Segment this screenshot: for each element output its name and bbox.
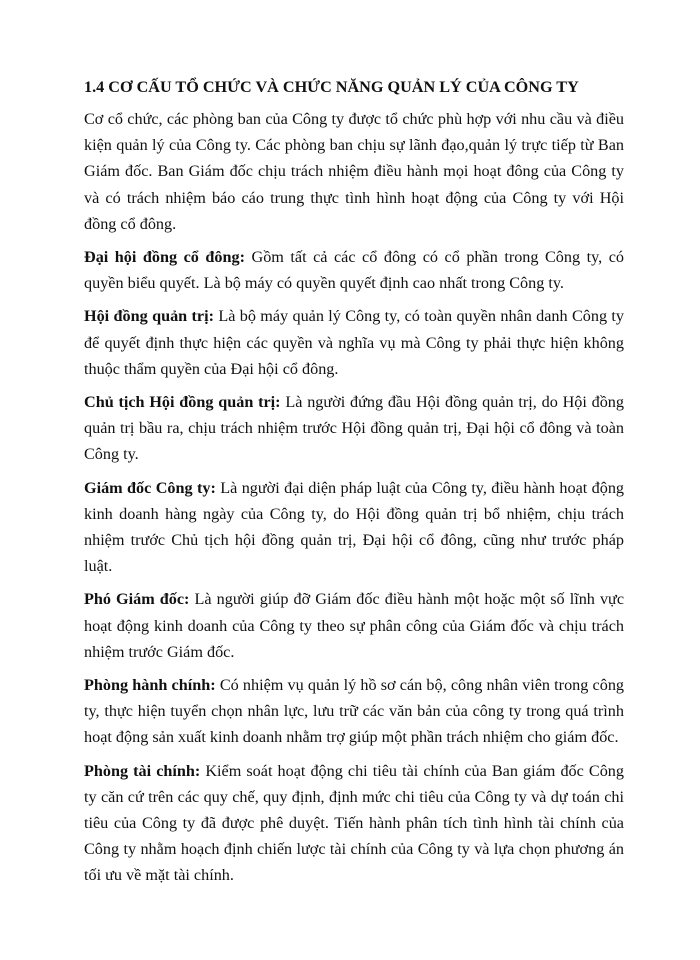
entry-board-of-directors [84,303,624,382]
entry-term: Hội đồng quản trị: [84,307,214,326]
entry-board-chairman [84,389,624,468]
entry-director [84,475,624,580]
entry-general-meeting [84,244,624,296]
entry-term: Phó Giám đốc: [84,590,190,609]
entry-deputy-director [84,586,624,665]
entry-text: Là người đại diện pháp luật của Công ty, điều hành hoạt động kinh doanh hàng ngày của Công ty, do Hội đồng quản trị bổ nhiệm, chịu trách nhiệm trước Chủ tịch hội đồng quản trị, Đại hội cổ đông, cũng như trước pháp luật. [84,478,625,576]
entry-text: Gồm tất cả các cổ đông có cổ phần trong Công ty, có quyền biểu quyết. Là bộ máy có quyền quyết định cao nhất trong Công ty. [84,248,624,293]
entry-text: Là người giúp đỡ Giám đốc điều hành một hoặc một số lĩnh vực hoạt động kinh doanh của Công ty theo sự phân công của Giám đốc và chịu trách nhiệm trước Giám đốc. [84,590,625,661]
entry-term: Giám đốc Công ty: [84,478,216,497]
entry-term: Chủ tịch Hội đồng quản trị: [84,393,281,412]
entry-text: Là người đứng đầu Hội đồng quản trị, do Hội đồng quản trị bầu ra, chịu trách nhiệm trước Hội đồng quản trị, Đại hội cổ đông và toàn Công ty. [84,393,624,464]
entry-term: Phòng tài chính: [84,761,201,780]
entry-text: Là bộ máy quản lý Công ty, có toàn quyền nhân danh Công ty để quyết định thực hiện các quyền và nghĩa vụ mà Công ty phải thực hiện không thuộc thẩm quyền của Đại hội cổ đông. [84,307,624,378]
entry-term: Đại hội đồng cổ đông: [84,248,245,267]
entry-finance-department [84,758,624,889]
entry-term: Phòng hành chính: [84,676,216,695]
section-heading: 1.4 CƠ CẤU TỔ CHỨC VÀ CHỨC NĂNG QUẢN LÝ CỦA CÔNG TY [84,78,579,96]
entry-text: Kiểm soát hoạt động chi tiêu tài chính của Ban giám đốc Công ty căn cứ trên các quy chế, quy định, định mức chi tiêu của Công ty và dự toán chi tiêu của Công ty đã được phê duyệt. Tiến hành phân tích tình hình tài chính của Công ty nhằm hoạch định chiến lược tài chính của Công ty và lựa chọn phương án tối ưu về mặt tài chính. [84,761,624,885]
entry-admin-department [84,672,624,751]
document-body [84,75,624,896]
intro-paragraph: Cơ cổ chức, các phòng ban của Công ty được tổ chức phù hợp với nhu cầu và điều kiện quản lý của Công ty. Các phòng ban chịu sự lãnh đạo,quản lý trực tiếp từ Ban Giám đốc. Ban Giám đốc chịu trách nhiệm điều hành mọi hoạt đông của Công ty và có trách nhiệm báo cáo trung thực tình hình hoạt động của Công ty với Hội đồng cổ đông. [84,110,624,233]
entry-text: Có nhiệm vụ quản lý hồ sơ cán bộ, công nhân viên trong công ty, thực hiện tuyển chọn nhân lực, lưu trữ các văn bản của công ty trong quá trình hoạt động sản xuất kinh doanh nhằm trợ giúp một phần trách nhiệm cho giám đốc. [84,676,625,747]
